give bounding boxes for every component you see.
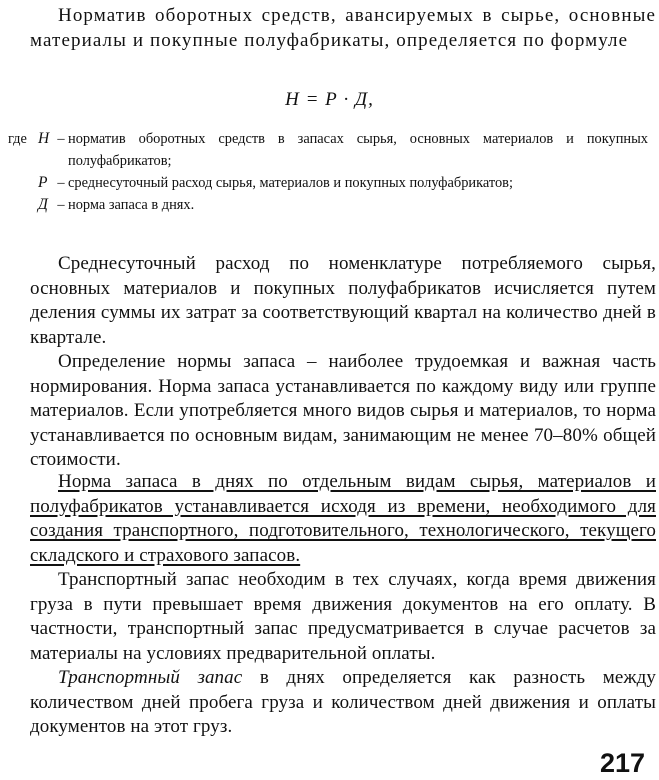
paragraph-stock-norm: Определение нормы запаса – наиболее трудоемкая и важная часть нормирования. Норма запаса устанавливается по каждому виду или группе материалов. Если употребляется много видов сырья и материалов, то норма устанавливается по основным видам, занимающим не менее 70–80% общей стоимости. [30, 351, 656, 471]
page-number: 217 [599, 748, 645, 778]
definition-dash: – [57, 175, 65, 191]
definition-text: среднесуточный расход сырья, материалов и покупных полуфабрикатов; [68, 175, 513, 191]
definition-symbol: Н [38, 130, 50, 147]
formula-definitions [8, 128, 656, 216]
definition-symbol: Р [38, 174, 48, 191]
intro-paragraph: Норматив оборотных средств, авансируемых в сырье, основные материалы и покупные полуфабрикаты, определяется по формуле [30, 5, 656, 51]
where-label: где [8, 131, 27, 147]
definition-text: норматив оборотных средств в запасах сырья, основных материалов и покупных полуфабрикатов; [68, 131, 648, 169]
underlined-text: Норма запаса в днях по отдельным видам сырья, материалов и полуфабрикатов устанавливается исходя из времени, необходимого для создания транспортного, подготовительного, технологического, текущего складского и страхового запасов. [30, 471, 656, 566]
definition-row [8, 128, 656, 172]
paragraph-daily-consumption: Среднесуточный расход по номенклатуре потребляемого сырья, основных материалов и покупных полуфабрикатов исчисляется путем деления суммы их затрат за соответствующий квартал на количество дней в квартале. [30, 253, 656, 348]
definition-row [8, 194, 656, 216]
paragraph-transport-stock: Транспортный запас необходим в тех случаях, когда время движения груза в пути превышает время движения документов на его оплату. В частности, транспортный запас предусматривается в случае расчетов за материалы на условиях предварительной оплаты. [30, 569, 656, 664]
term-transport-stock: Транспортный запас [58, 667, 243, 688]
paragraph-stock-days-underlined [30, 470, 656, 568]
definition-symbol: Д [38, 196, 48, 213]
paragraph-text: в днях определяется как разность между количеством дней пробега груза и количеством дней движения и оплаты документов на этот груз. [30, 667, 656, 738]
definition-dash: – [57, 131, 65, 147]
definition-text: норма запаса в днях. [68, 197, 195, 213]
definition-dash: – [57, 197, 65, 213]
formula: Н = Р · Д, [285, 89, 374, 110]
paragraph-transport-stock-days [30, 666, 656, 740]
definition-row [8, 172, 656, 194]
